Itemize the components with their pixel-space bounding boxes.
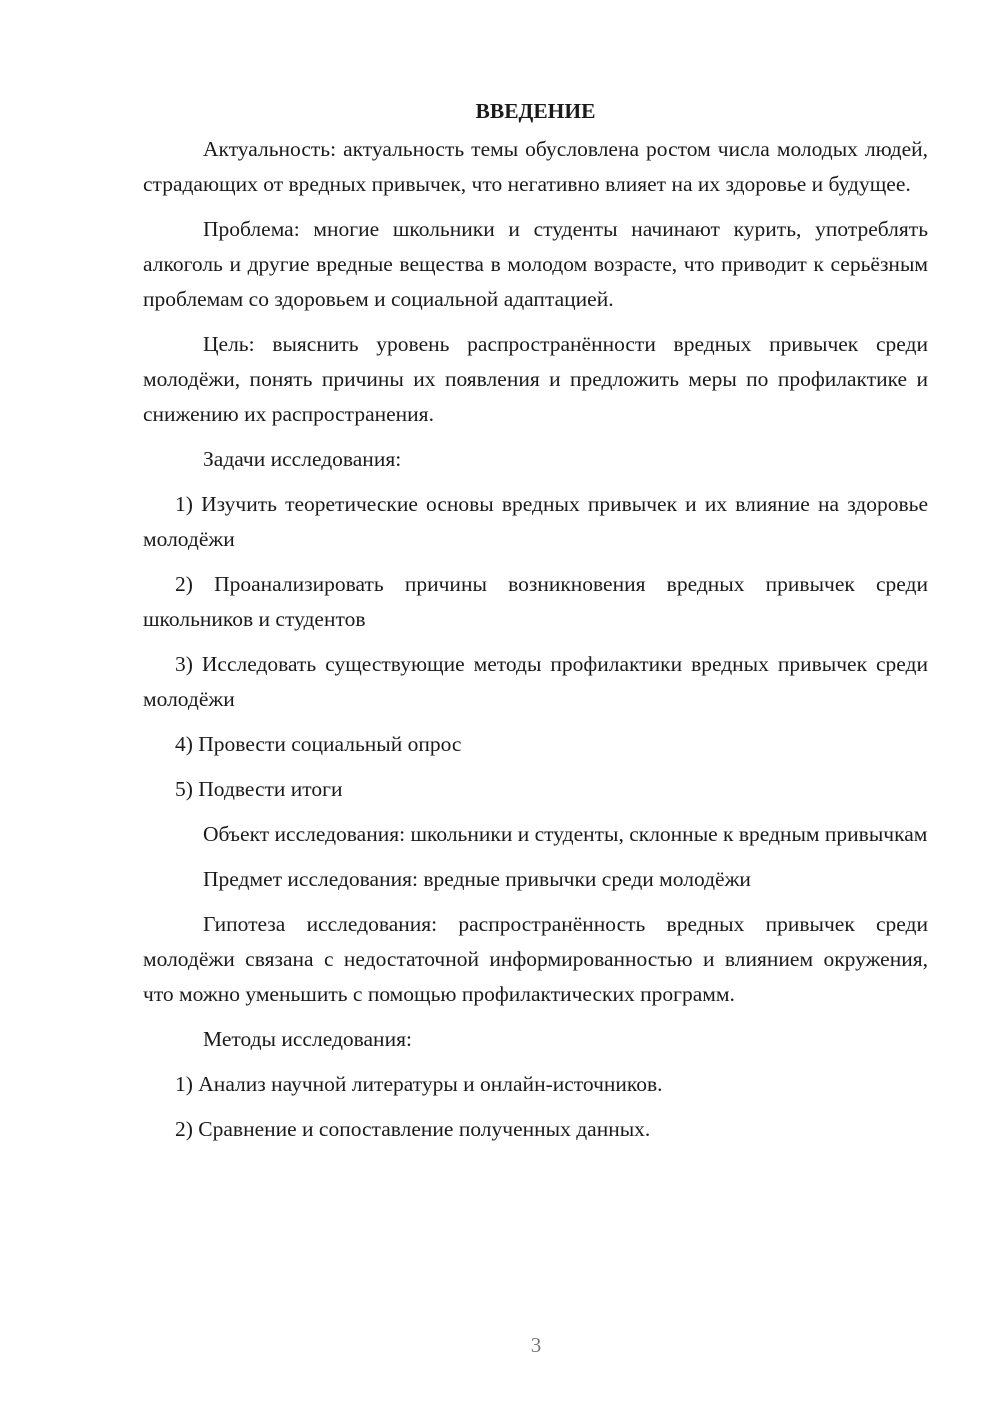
methods-heading: Методы исследования: (203, 1027, 412, 1051)
section-title: ВВЕДЕНИЕ (475, 99, 596, 123)
paragraph-object: Объект исследования: школьники и студенты, склонные к вредным привычкам (203, 822, 928, 846)
page-content (143, 94, 928, 1147)
paragraph-hypothesis: Гипотеза исследования: распространённость вредных привычек среди молодёжи связана с недостаточной информированностью и влиянием окружения, что можно уменьшить с помощью профилактических программ. (143, 912, 928, 1006)
paragraph-subject: Предмет исследования: вредные привычки среди молодёжи (203, 867, 751, 891)
task-item-1: 1) Изучить теоретические основы вредных привычек и их влияние на здоровье молодёжи (143, 492, 928, 551)
task-item-3: 3) Исследовать существующие методы профилактики вредных привычек среди молодёжи (143, 652, 928, 711)
paragraph-problem: Проблема: многие школьники и студенты начинают курить, употреблять алкоголь и другие вредные вещества в молодом возрасте, что приводит к серьёзным проблемам со здоровьем и социальной адаптацией. (143, 217, 928, 311)
paragraph-goal: Цель: выяснить уровень распространённости вредных привычек среди молодёжи, понять причины их появления и предложить меры по профилактике и снижению их распространения. (143, 332, 928, 426)
paragraph-relevance: Актуальность: актуальность темы обусловлена ростом числа молодых людей, страдающих от вредных привычек, что негативно влияет на их здоровье и будущее. (143, 137, 928, 196)
task-item-4: 4) Провести социальный опрос (175, 732, 462, 756)
page-number: 3 (530, 1333, 542, 1357)
tasks-heading: Задачи исследования: (203, 447, 402, 471)
method-item-1: 1) Анализ научной литературы и онлайн-источников. (175, 1072, 663, 1096)
task-item-2: 2) Проанализировать причины возникновения вредных привычек среди школьников и студентов (143, 572, 928, 631)
task-item-5: 5) Подвести итоги (175, 777, 343, 801)
method-item-2: 2) Сравнение и сопоставление полученных данных. (175, 1117, 651, 1141)
